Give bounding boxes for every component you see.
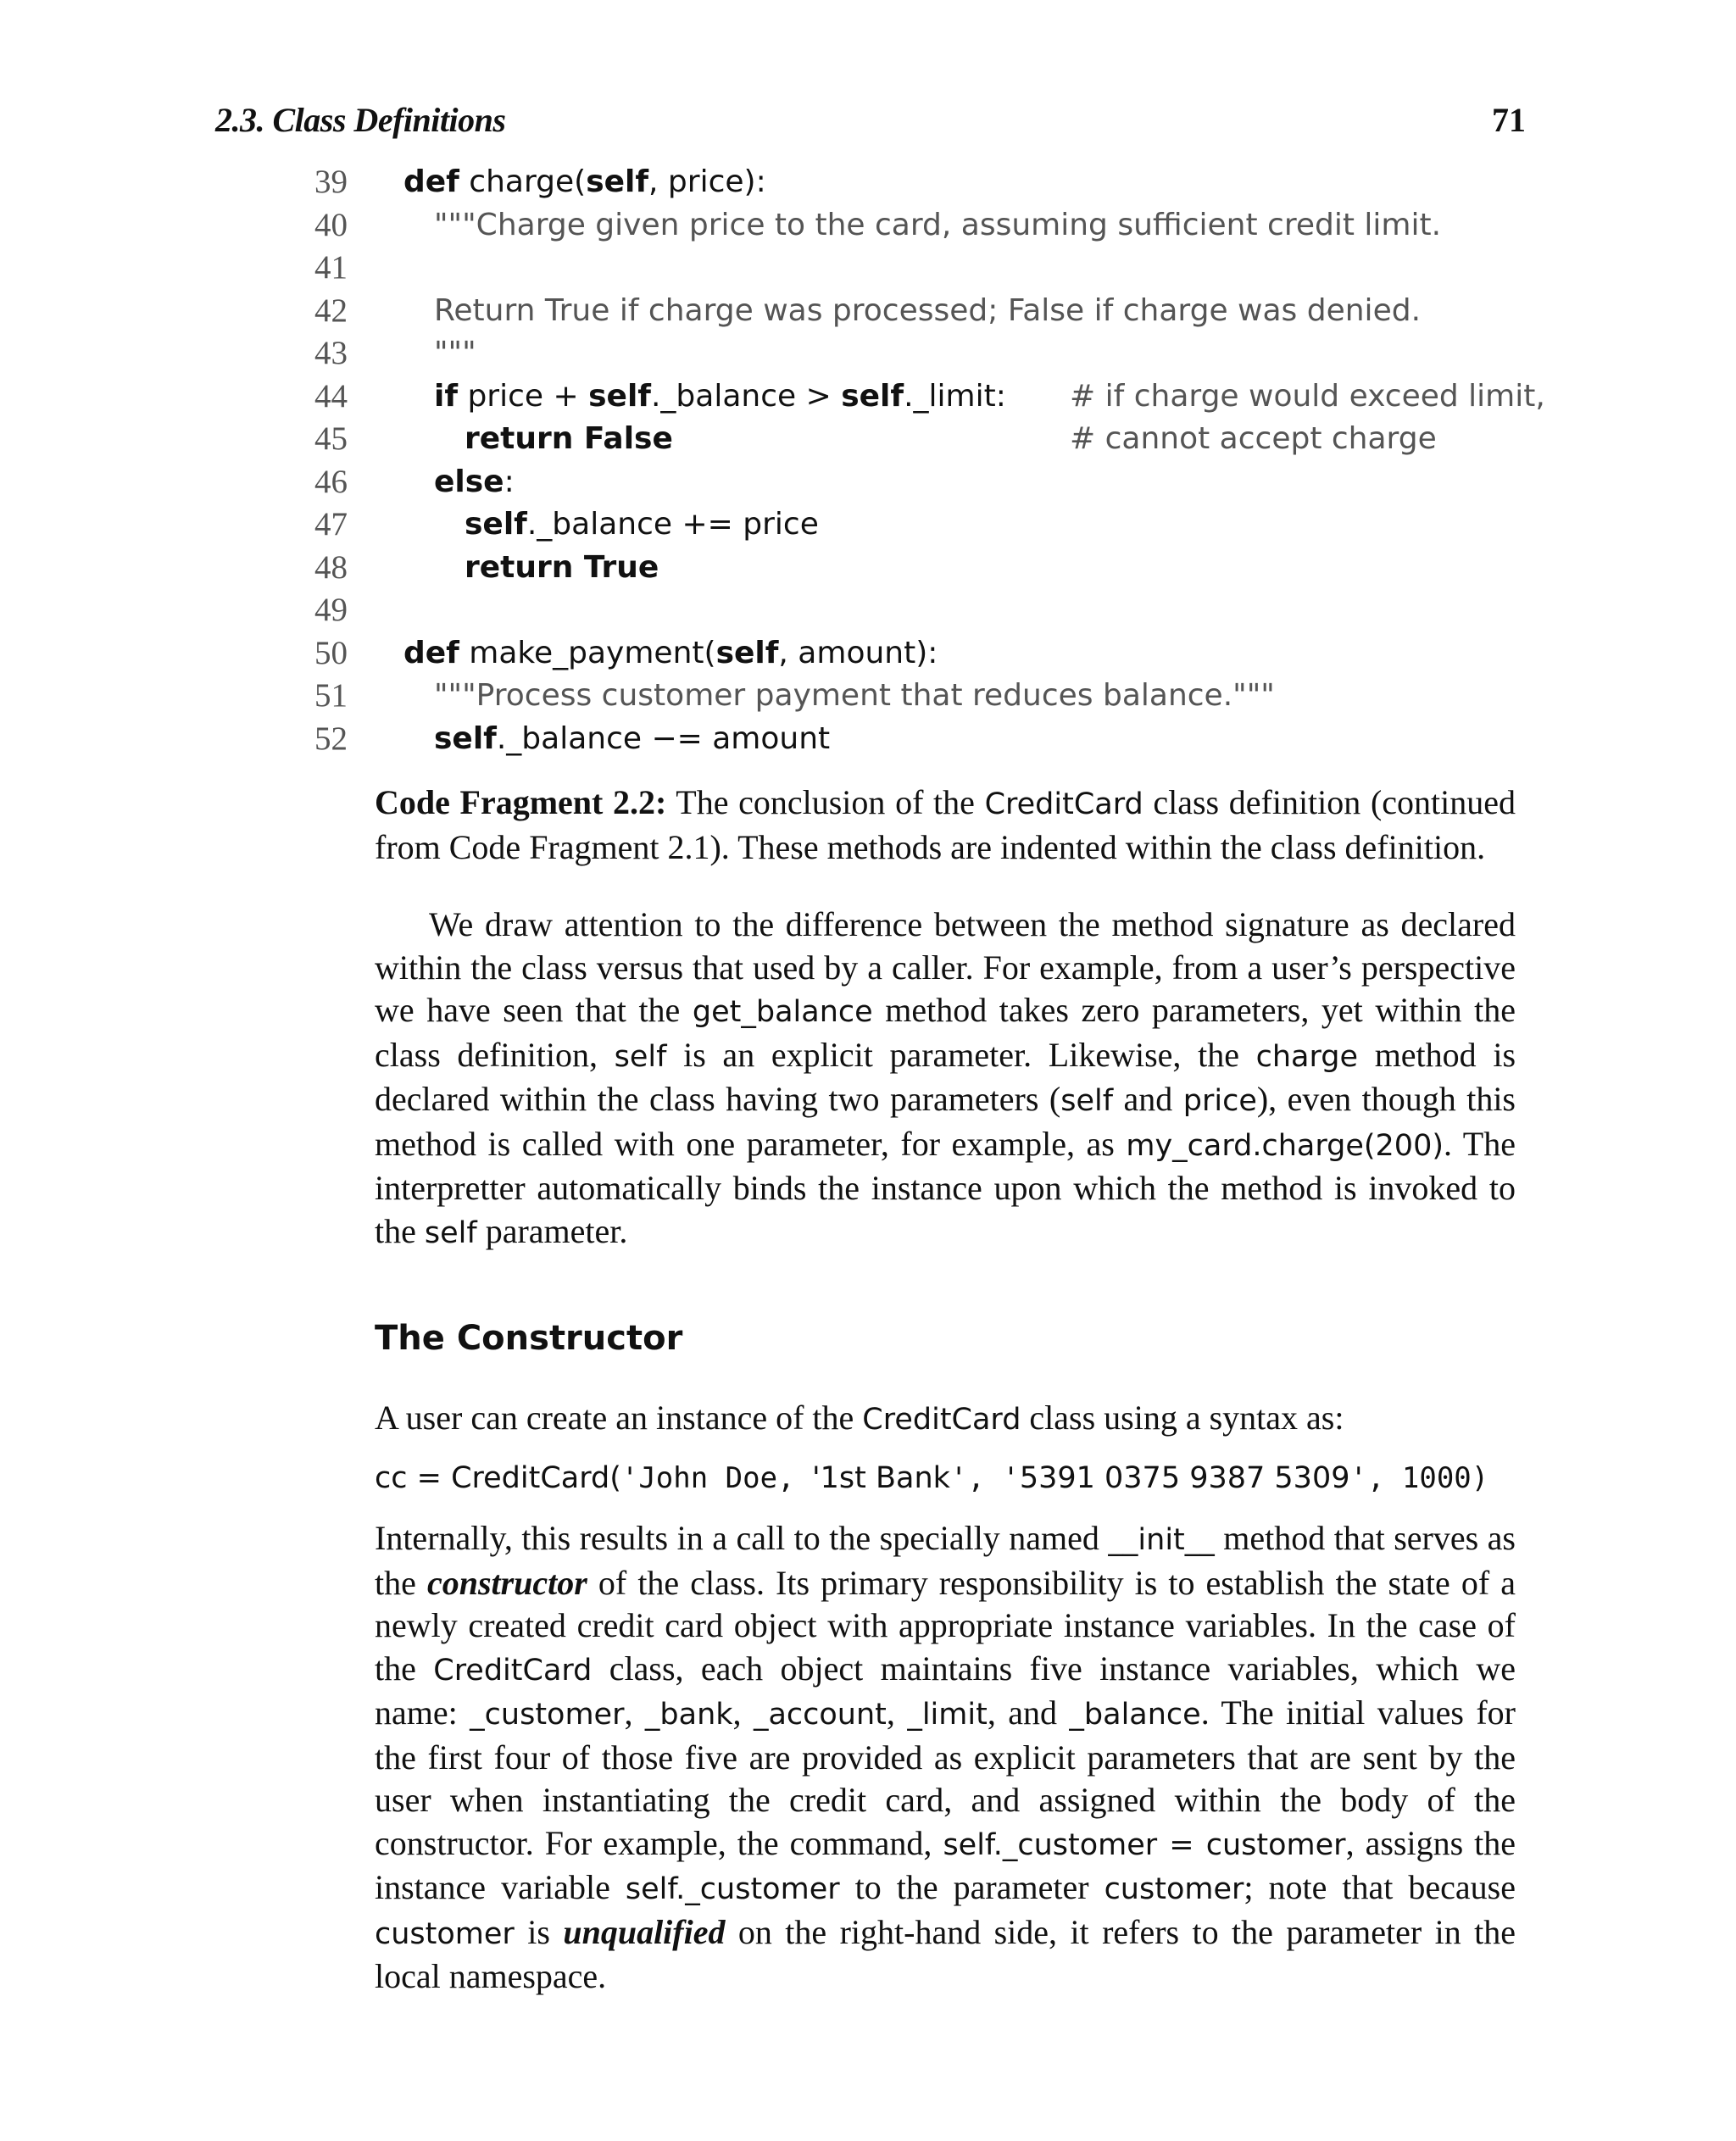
code-keyword: self (586, 164, 649, 199)
paragraph-method-signature (375, 904, 1516, 1254)
code-keyword: def (403, 635, 459, 670)
caption-text: class definition (continued from Code Fragment 2.1). These methods are indented within the class definition. (375, 783, 1516, 866)
text: and (1113, 1080, 1183, 1118)
code-text (403, 632, 938, 675)
code-token: """Process customer payment that reduces balance.""" (434, 678, 1275, 713)
code-term: self (1060, 1084, 1114, 1118)
code-line (0, 632, 1736, 675)
code-term: self._customer = customer (943, 1827, 1346, 1862)
code-term: my_card.charge(200) (1126, 1128, 1444, 1163)
text: Internally, this results in a call to the specially named (375, 1519, 1109, 1557)
line-number: 47 (314, 506, 348, 542)
running-header-section: 2.3. Class Definitions (215, 101, 506, 139)
code-string: 'John Doe, (620, 1461, 813, 1495)
page-number: 71 (1492, 101, 1526, 139)
code-token: """Charge given price to the card, assuming sufficient credit limit. (434, 207, 1442, 242)
code-text (465, 547, 659, 589)
text: , (732, 1693, 754, 1732)
code-keyword: self (841, 378, 904, 414)
text: is an explicit parameter. Likewise, the (666, 1035, 1256, 1074)
code-term: charge (1255, 1039, 1359, 1074)
code-keyword: return True (465, 549, 659, 585)
section-title: The Constructor (375, 1319, 683, 1358)
code-token: """ (434, 336, 476, 370)
line-number: 44 (314, 377, 348, 414)
code-token: : (504, 464, 515, 499)
code-line (0, 161, 1736, 203)
code-token: , amount): (778, 635, 938, 670)
code-line (0, 675, 1736, 717)
text: We draw attention to the difference between the method signature as declared within the class versus that used by a caller. For example, from a user’s perspective we have seen that the (375, 905, 1516, 1029)
line-number: 39 (314, 164, 348, 200)
code-line (0, 718, 1736, 760)
code-line (0, 290, 1736, 332)
text: , assigns the instance variable (375, 1823, 1516, 1906)
text: ), even though this method is called with one parameter, for example, as (375, 1080, 1516, 1163)
line-number: 48 (314, 548, 348, 586)
code-token: ._balance += price (526, 507, 819, 542)
text: class using a syntax as: (1021, 1399, 1344, 1437)
caption-label: Code Fragment 2.2: (375, 783, 667, 821)
code-string: '1st Bank (812, 1461, 950, 1495)
code-term: CreditCard (862, 1403, 1021, 1437)
code-string: ', ' (949, 1461, 1020, 1495)
caption-class-name: CreditCard (984, 787, 1143, 821)
code-line (0, 503, 1736, 546)
code-keyword: else (434, 464, 504, 499)
code-line (0, 461, 1736, 503)
line-number: 50 (314, 634, 348, 671)
code-term: self (424, 1215, 477, 1250)
constructor-code-example (375, 1456, 1516, 1499)
text: method is declared within the class having two parameters ( (375, 1035, 1516, 1118)
emphasis-term: constructor (426, 1563, 587, 1602)
docstring-text (434, 204, 1441, 247)
code-term: self._customer (625, 1872, 840, 1906)
code-token: ._balance −= amount (496, 720, 831, 756)
code-text (465, 503, 819, 546)
text: on the right-hand side, it refers to the parameter in the local namespace. (375, 1912, 1516, 1995)
code-token: Return True if charge was processed; False if charge was denied. (434, 292, 1422, 328)
text: A user can create an instance of the (375, 1399, 863, 1437)
code-term: _customer (470, 1698, 625, 1732)
code-term: price (1182, 1084, 1257, 1118)
code-part: cc = CreditCard( (375, 1461, 621, 1495)
code-term: customer (1104, 1872, 1244, 1906)
code-text (403, 161, 766, 203)
code-keyword: return False (465, 421, 673, 456)
code-keyword: self (465, 507, 527, 542)
code-line (0, 418, 1736, 460)
line-number: 43 (314, 335, 348, 371)
code-keyword: self (588, 378, 651, 414)
text: , and (987, 1693, 1070, 1732)
line-number: 45 (314, 420, 348, 457)
line-number: 41 (314, 249, 348, 286)
text: . The initial values for the first four of those five are provided as explicit parameters that are sent by the user when instantiating the credit card, and assigned within the body of the constructor. For example, the command, (375, 1693, 1516, 1862)
line-number: 49 (314, 592, 348, 628)
code-token: ._limit: (904, 378, 1006, 414)
paragraph-instance-intro (375, 1397, 1516, 1442)
code-line (0, 247, 1736, 289)
code-keyword: self (434, 720, 497, 756)
code-line (0, 204, 1736, 247)
code-line (0, 332, 1736, 375)
code-text (434, 461, 515, 503)
text: to the parameter (839, 1868, 1104, 1906)
text: . The interpretter automatically binds the instance upon which the method is invoked to the (375, 1124, 1516, 1250)
line-number: 42 (314, 292, 348, 329)
line-number: 40 (314, 206, 348, 243)
code-part: ', 1000) (1349, 1461, 1489, 1495)
code-comment: # cannot accept charge (1070, 421, 1437, 456)
code-token: price + (458, 378, 589, 414)
paragraph-constructor (375, 1517, 1516, 1999)
code-text (434, 718, 830, 760)
code-comment: # if charge would exceed limit, (1070, 378, 1545, 414)
code-keyword: self (715, 635, 779, 670)
code-token: ._balance > (650, 378, 842, 414)
text: class, each object maintains five instance variables, which we name: (375, 1649, 1516, 1732)
code-term: _limit (907, 1698, 988, 1732)
code-term: get_balance (692, 995, 873, 1029)
docstring-text (434, 290, 1421, 332)
code-token: , price): (648, 164, 766, 199)
code-token: make_payment( (459, 635, 716, 670)
code-term: _bank (644, 1698, 733, 1732)
code-term: self (614, 1039, 667, 1074)
caption-text: The conclusion of the (666, 783, 985, 821)
code-term: __init__ (1108, 1523, 1215, 1557)
docstring-text (434, 332, 476, 375)
text: of the class. Its primary responsibility is to establish the state of a newly created credit card object with appropriate instance variables. In the case of the (375, 1563, 1516, 1688)
line-number: 46 (314, 463, 348, 500)
text: is (514, 1912, 564, 1951)
code-line (0, 589, 1736, 631)
text: ; note that because (1244, 1868, 1516, 1906)
text: method takes zero parameters, yet within the class definition, (375, 991, 1516, 1074)
code-text (434, 375, 1006, 418)
code-line (0, 375, 1736, 418)
code-keyword: def (403, 164, 459, 199)
code-fragment-caption (375, 781, 1516, 869)
code-token: charge( (459, 164, 587, 199)
line-number: 52 (314, 720, 348, 757)
text: , (624, 1693, 645, 1732)
code-term: _balance (1069, 1698, 1201, 1732)
code-term: CreditCard (433, 1653, 593, 1688)
code-line (0, 547, 1736, 589)
code-keyword: if (434, 378, 459, 414)
text: method that serves as the (375, 1519, 1516, 1602)
text: , (886, 1693, 908, 1732)
code-term: _account (753, 1698, 887, 1732)
text: parameter. (476, 1211, 628, 1250)
line-number: 51 (314, 677, 348, 714)
emphasis-term: unqualified (563, 1912, 726, 1951)
docstring-text (434, 675, 1275, 717)
code-text (465, 418, 673, 460)
code-term: customer (375, 1916, 515, 1951)
code-string: 5391 0375 9387 5309 (1019, 1461, 1350, 1495)
